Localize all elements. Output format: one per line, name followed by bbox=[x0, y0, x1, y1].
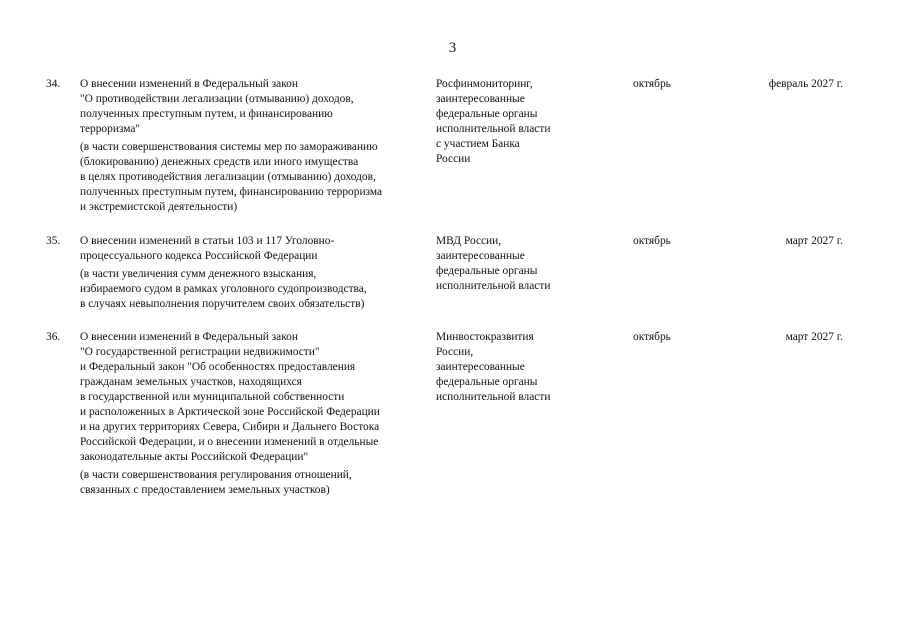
responsible-line: заинтересованные bbox=[436, 93, 525, 105]
row-number: 36. bbox=[46, 331, 61, 343]
deadline: март 2027 г. bbox=[785, 331, 843, 343]
note-line: (в части увеличения сумм денежного взыскания, bbox=[80, 268, 317, 280]
start-month: октябрь bbox=[633, 235, 671, 247]
title-note bbox=[80, 468, 430, 498]
document-title bbox=[80, 77, 430, 215]
responsible-line: федеральные органы bbox=[436, 108, 538, 120]
responsible-executors bbox=[436, 77, 616, 167]
title-line: О внесении изменений в Федеральный закон bbox=[80, 78, 298, 90]
responsible-line: Росфинмониторинг, bbox=[436, 78, 533, 90]
note-line: (блокированию) денежных средств или иного имущества bbox=[80, 156, 359, 168]
title-line: "О государственной регистрации недвижимости" bbox=[80, 346, 320, 358]
title-note bbox=[80, 140, 430, 215]
title-line: в государственной или муниципальной собственности bbox=[80, 391, 345, 403]
responsible-executors bbox=[436, 330, 616, 405]
note-line: полученных преступным путем, финансированию терроризма bbox=[80, 186, 383, 198]
page-number: 3 bbox=[448, 40, 457, 56]
document-title bbox=[80, 234, 430, 312]
responsible-line: России, bbox=[436, 346, 474, 358]
title-note bbox=[80, 267, 430, 312]
responsible-line: исполнительной власти bbox=[436, 123, 551, 135]
title-line: и на других территориях Севера, Сибири и Дальнего Востока bbox=[80, 421, 380, 433]
responsible-line: исполнительной власти bbox=[436, 280, 551, 292]
title-line: гражданам земельных участков, находящихся bbox=[80, 376, 302, 388]
row-number: 35. bbox=[46, 235, 61, 247]
note-line: избираемого судом в рамках уголовного судопроизводства, bbox=[80, 283, 367, 295]
row-number: 34. bbox=[46, 78, 61, 90]
title-line: О внесении изменений в статьи 103 и 117 Уголовно- bbox=[80, 235, 335, 247]
note-line: (в части совершенствования системы мер по замораживанию bbox=[80, 141, 378, 153]
deadline: март 2027 г. bbox=[785, 235, 843, 247]
title-line: и расположенных в Арктической зоне Российской Федерации bbox=[80, 406, 380, 418]
document-title bbox=[80, 330, 430, 498]
title-line: и Федеральный закон "Об особенностях предоставления bbox=[80, 361, 356, 373]
responsible-executors bbox=[436, 234, 616, 294]
responsible-line: МВД России, bbox=[436, 235, 502, 247]
title-line: процессуального кодекса Российской Федерации bbox=[80, 250, 318, 262]
note-line: в случаях невыполнения поручителем своих обязательств) bbox=[80, 298, 365, 310]
responsible-line: России bbox=[436, 153, 471, 165]
responsible-line: заинтересованные bbox=[436, 361, 525, 373]
responsible-line: исполнительной власти bbox=[436, 391, 551, 403]
start-month: октябрь bbox=[633, 78, 671, 90]
title-line: терроризма" bbox=[80, 123, 141, 135]
note-line: (в части совершенствования регулирования отношений, bbox=[80, 469, 352, 481]
deadline: февраль 2027 г. bbox=[768, 78, 843, 90]
note-line: и экстремистской деятельности) bbox=[80, 201, 238, 213]
start-month: октябрь bbox=[633, 331, 671, 343]
title-line: О внесении изменений в Федеральный закон bbox=[80, 331, 298, 343]
responsible-line: с участием Банка bbox=[436, 138, 520, 150]
responsible-line: федеральные органы bbox=[436, 265, 538, 277]
title-line: "О противодействии легализации (отмыванию) доходов, bbox=[80, 93, 354, 105]
title-line: Российской Федерации, и о внесении изменений в отдельные bbox=[80, 436, 379, 448]
responsible-line: заинтересованные bbox=[436, 250, 525, 262]
note-line: связанных с предоставлением земельных участков) bbox=[80, 484, 330, 496]
title-line: законодательные акты Российской Федерации" bbox=[80, 451, 309, 463]
responsible-line: федеральные органы bbox=[436, 376, 538, 388]
responsible-line: Минвостокразвития bbox=[436, 331, 534, 343]
title-line: полученных преступным путем, и финансированию bbox=[80, 108, 333, 120]
note-line: в целях противодействия легализации (отмыванию) доходов, bbox=[80, 171, 376, 183]
